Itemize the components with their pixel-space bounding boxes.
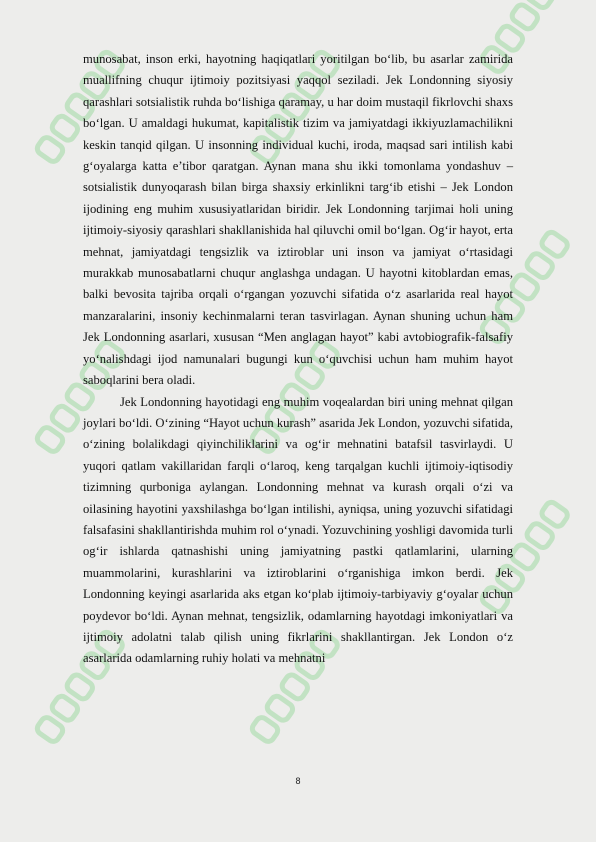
page-number: 8 xyxy=(295,776,301,786)
body-text xyxy=(83,49,513,670)
paragraph: munosabat, inson erki, hayotning haqiqatlari yoritilgan bo‘lib, bu asarlar zamirida muallifning chuqur ijtimoiy pozitsiyasi yaqqol seziladi. Jek Londonning siyosiy qarashlari sotsialistik ruhda bo‘lishiga qaramay, u har doim mustaqil fikrlovchi shaxs bo‘lgan. U amaldagi hukumat, kapitalistik tizim va jamiyatdagi ikkiyuzlamachilikni keskin tanqid qilgan. U insonning individual kuchi, iroda, maqsad sari intilish kabi g‘oyalarga katta e’tibor qaratgan. Aynan mana shu ikki tomonlama yondashuv – sotsialistik dunyoqarash bilan birga shaxsiy erkinlikni targ‘ib etishi – Jek London ijodining eng muhim xususiyatlaridan biridir. Jek Londonning tarjimai holi uning ijtimoiy-siyosiy qarashlari shakllanishida hal qiluvchi omil bo‘lgan. Og‘ir hayot, erta mehnat, jamiyatdagi tengsizlik va iztiroblar uni inson va jamiyat o‘rtasidagi murakkab munosabatlarni chuqur anglashga undagan. U hayotni kitoblardan emas, balki bevosita tajriba orqali o‘rgangan yozuvchi sifatida o‘z asarlarida real hayot manzaralarini, insoniy kechinmalarni teran tasvirlagan. Aynan shuning uchun ham Jek Londonning asarlari, xususan “Men anglagan hayot” kabi avtobiografik-falsafiy yo‘nalishdagi ijod namunalari bugungi kun o‘quvchisi uchun ham muhim hayot saboqlarini bera oladi. xyxy=(83,52,513,388)
paragraph: Jek Londonning hayotidagi eng muhim voqealardan biri uning mehnat qilgan joylari bo‘ldi. O‘zining “Hayot uchun kurash” asarida Jek London, yozuvchi sifatida, o‘zining bolalikdagi qiyinchiliklarini va og‘ir mehnatini batafsil tasvirlaydi. U yuqori qatlam vakillaridan farqli o‘laroq, keng tarqalgan kuchli ijtimoiy-iqtisodiy tizimning qurboniga aylangan. Londonning mehnat va kurash orqali o‘zi va oilasining hayotini yaxshilashga bo‘lgan intilishi, ayniqsa, uning yozuvchi sifatidagi falsafasini shakllantirishda muhim rol o‘ynadi. Yozuvchining yoshligi davomida turli og‘ir ishlarda qatnashishi uning jamiyatning pastki qatlamlarini, ularning muammolarini, kurashlarini va iztiroblarini o‘rganishiga imkon berdi. Jek Londonning keyingi asarlarida aks etgan ko‘plab ijtimoiy-tarbiyaviy g‘oyalar uchun poydevor bo‘ldi. Aynan mehnat, tengsizlik, odamlarning hayotdagi imkoniyatlari va ijtimoiy adolatni talab qilish uning fikrlarini shakllantirgan. Jek London o‘z asarlarida odamlarning ruhiy holati va mehnatni xyxy=(83,394,513,666)
